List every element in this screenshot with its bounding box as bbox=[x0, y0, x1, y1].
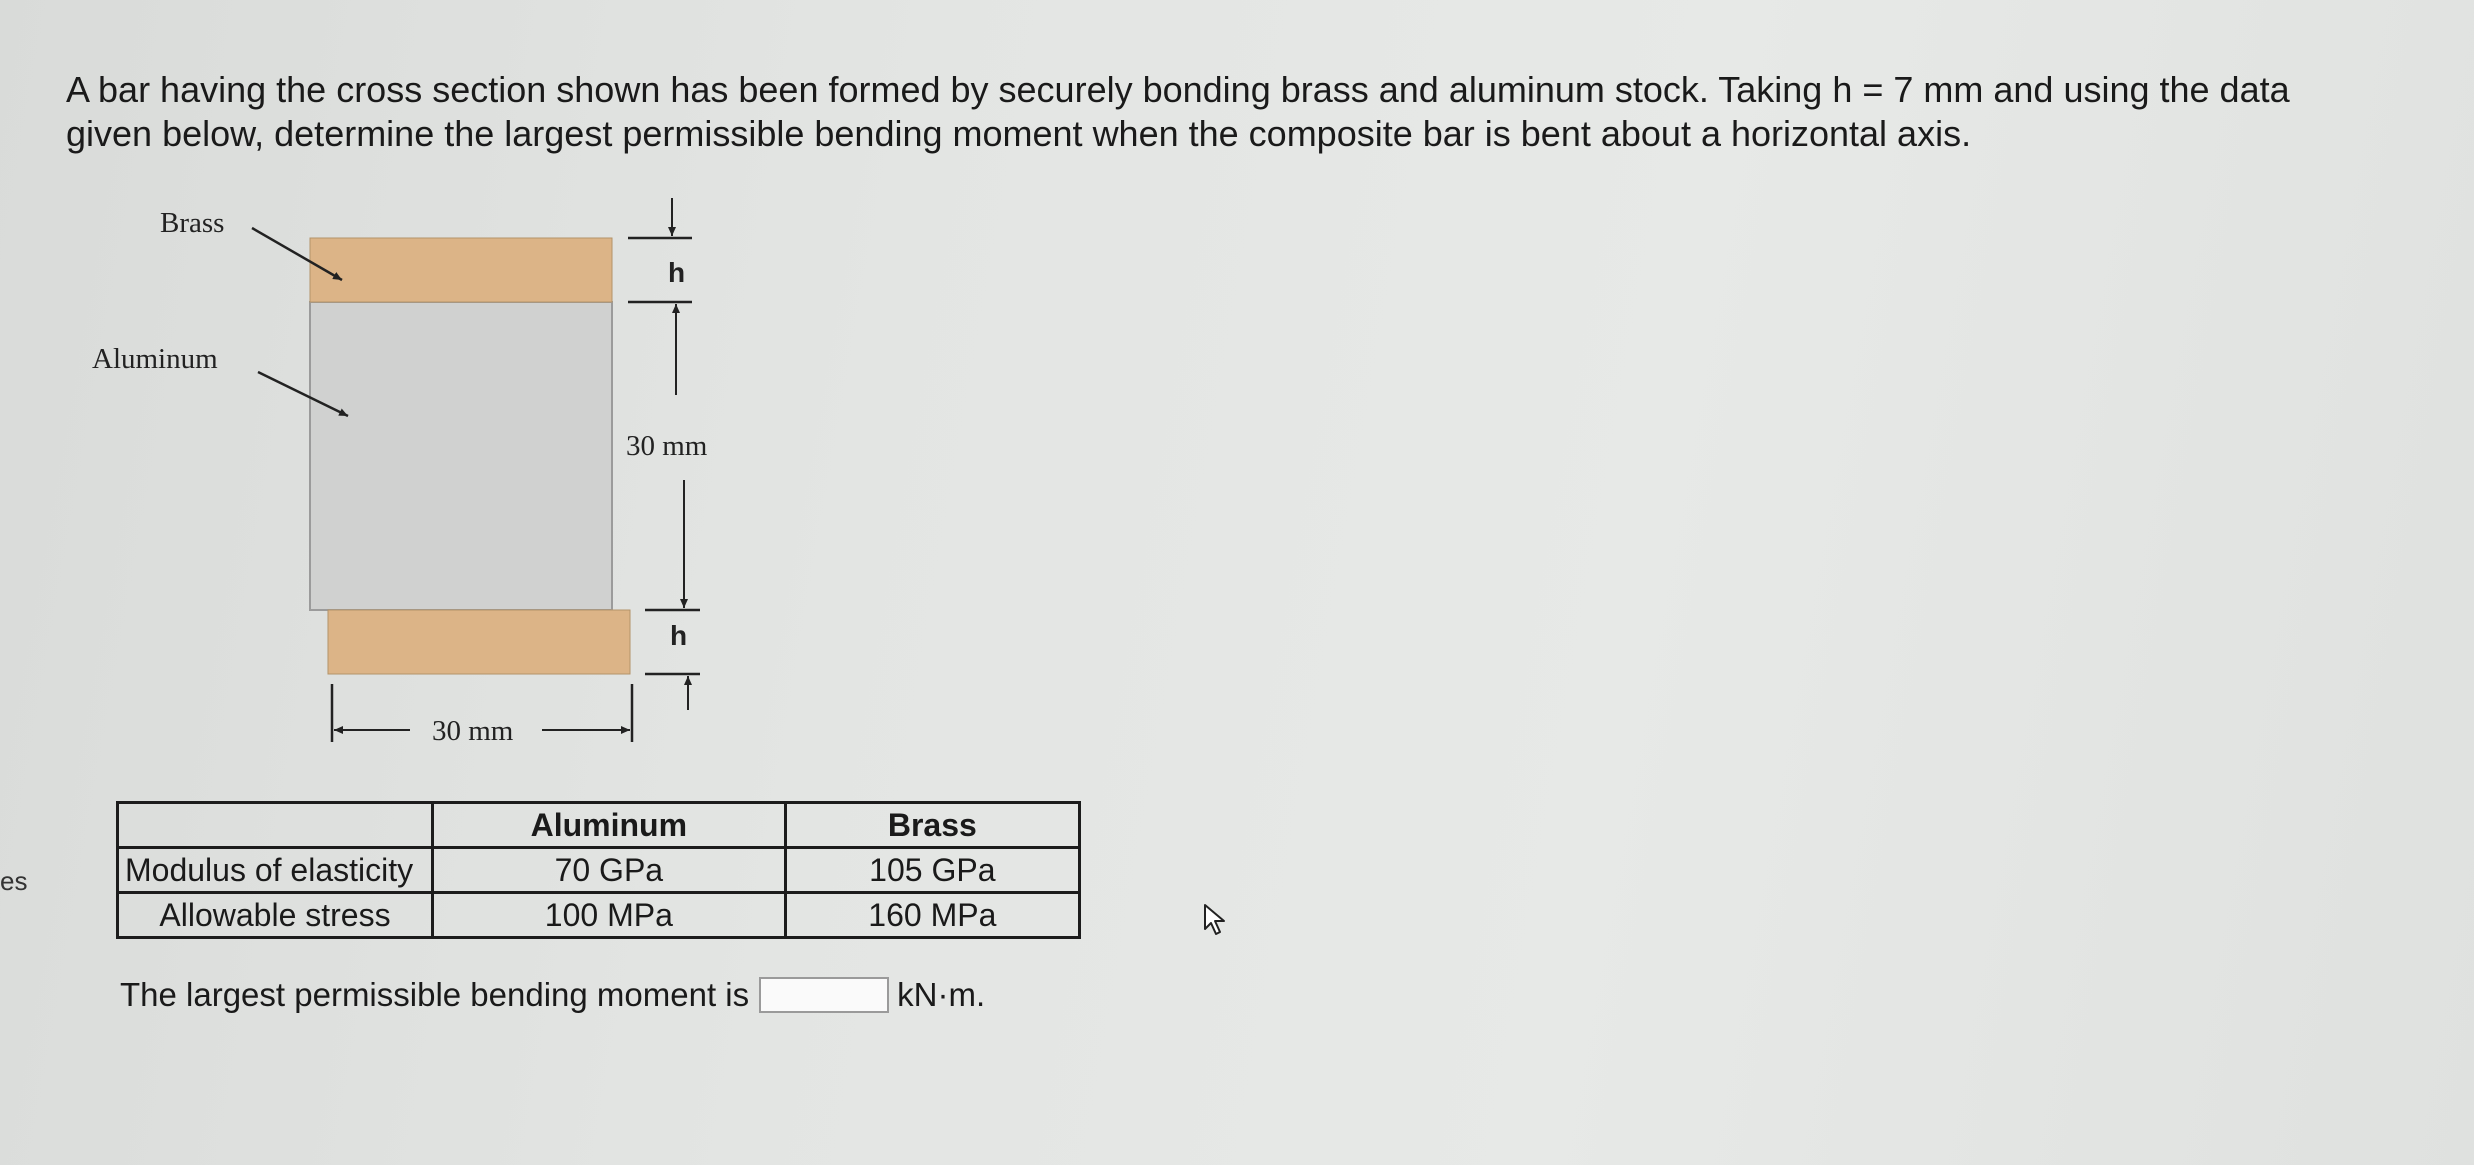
cell-brass-stress: 160 MPa bbox=[785, 893, 1079, 938]
bending-moment-input[interactable] bbox=[759, 977, 889, 1013]
table-row bbox=[118, 848, 1080, 893]
cell-aluminum-stress: 100 MPa bbox=[433, 893, 786, 938]
material-properties-table bbox=[116, 801, 1081, 939]
answer-unit: kN·m. bbox=[897, 976, 986, 1013]
row-label-modulus: Modulus of elasticity bbox=[118, 848, 433, 893]
aluminum-core bbox=[310, 302, 612, 610]
cross-section-diagram bbox=[80, 190, 780, 770]
cell-brass-modulus: 105 GPa bbox=[785, 848, 1079, 893]
table-header-aluminum: Aluminum bbox=[433, 803, 786, 848]
dim-width-label: 30 mm bbox=[432, 715, 514, 747]
mouse-pointer-icon bbox=[1203, 903, 1229, 942]
aluminum-label: Aluminum bbox=[92, 343, 218, 375]
cross-section-figure bbox=[80, 190, 780, 770]
dim-h-top-label: h bbox=[668, 257, 686, 288]
table-header-row bbox=[118, 803, 1080, 848]
problem-statement: A bar having the cross section shown has been formed by securely bonding brass and aluminum stock. Taking h = 7 mm and using the data given below, determine the largest permissible bending moment when the composite bar is bent about a horizontal axis. bbox=[66, 69, 2290, 154]
row-label-allowable-stress: Allowable stress bbox=[118, 893, 433, 938]
brass-bottom-layer bbox=[328, 610, 630, 674]
brass-label: Brass bbox=[160, 207, 225, 239]
table-row bbox=[118, 893, 1080, 938]
answer-prompt: The largest permissible bending moment is bbox=[120, 976, 750, 1013]
table-header-brass: Brass bbox=[785, 803, 1079, 848]
brass-top-layer bbox=[310, 238, 612, 302]
answer-line bbox=[120, 976, 985, 1014]
cell-aluminum-modulus: 70 GPa bbox=[433, 848, 786, 893]
table-header-blank bbox=[118, 803, 433, 848]
dim-height-label: 30 mm bbox=[626, 430, 708, 462]
side-text-fragment: es bbox=[0, 866, 28, 896]
dim-h-bottom-label: h bbox=[670, 620, 688, 651]
